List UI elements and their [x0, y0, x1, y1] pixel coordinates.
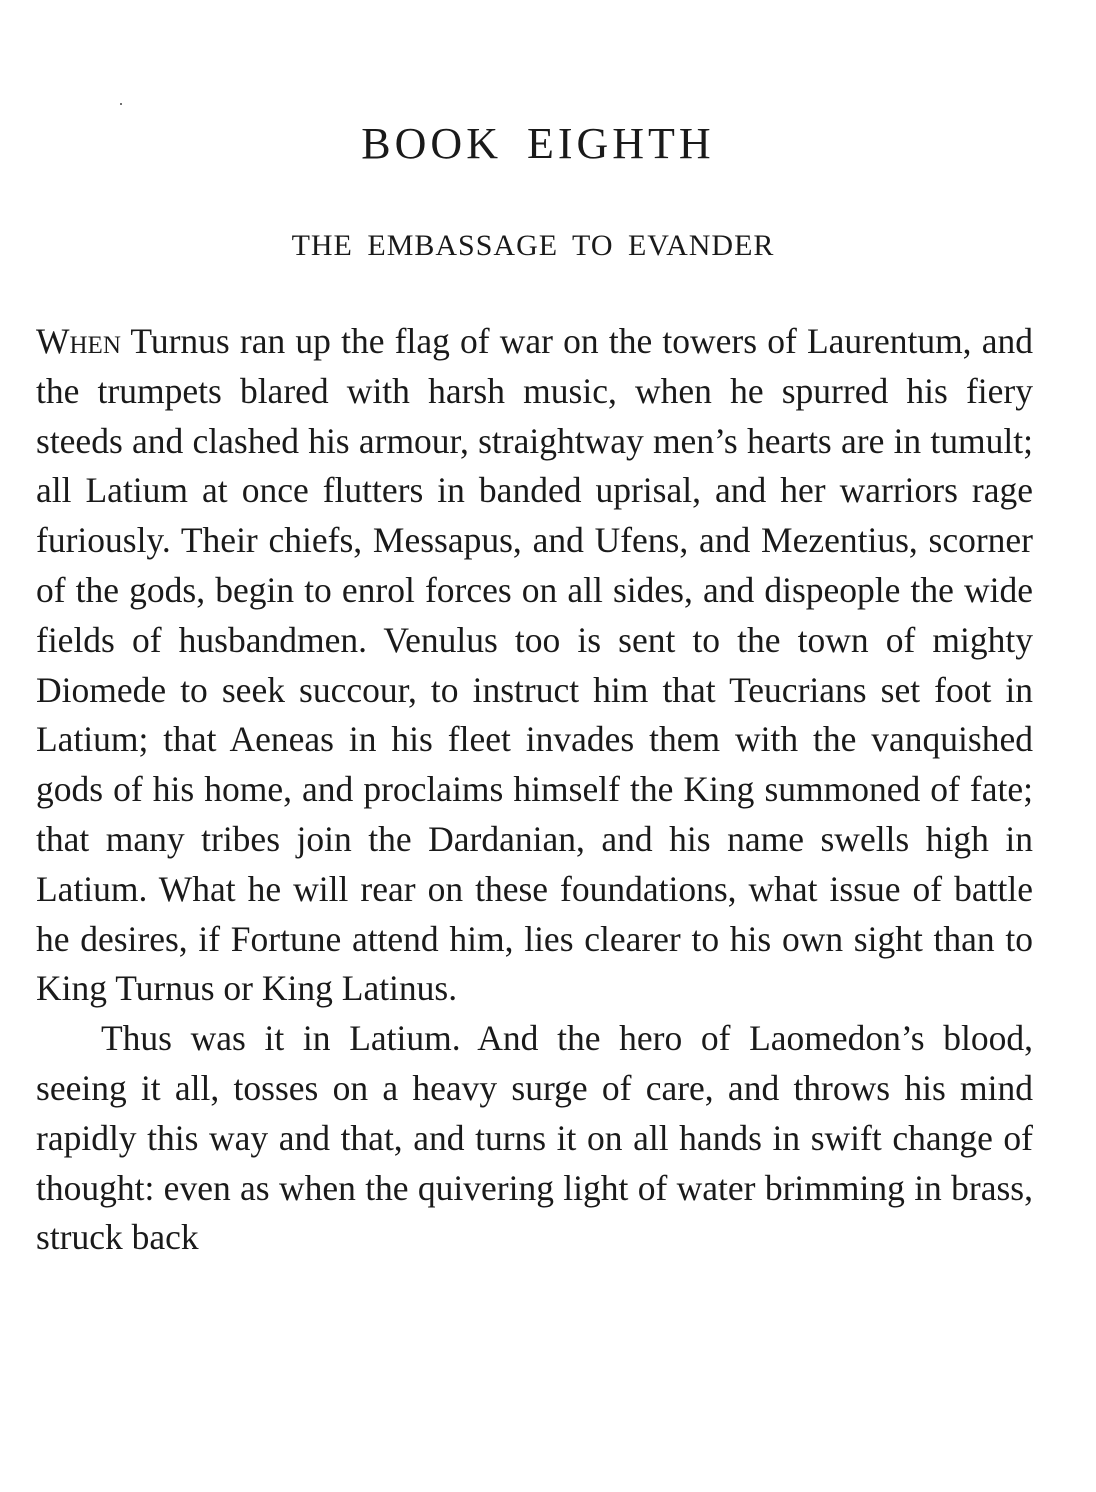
- paragraph-2-text: Thus was it in Latium. And the hero of Laomedon’s blood, seeing it all, tosses on a heavy surge of care, and throws his mind rapidly this way and that, and turns it on all hands in swift change of thought: even as when the quivering light of water brimming in brass, struck back: [36, 1018, 1033, 1258]
- paragraph-1: [36, 317, 1033, 1014]
- paragraph-1-text: Turnus ran up the flag of war on the towers of Laurentum, and the trumpets blared with harsh music, when he spurred his fiery steeds and clashed his armour, straightway men’s hearts are in tumult; all Latium at once flutters in banded uprisal, and her warriors rage furiously. Their chiefs, Messapus, and Ufens, and Mezentius, scorner of the gods, begin to enrol forces on all sides, and dispeople the wide fields of husbandmen. Venulus too is sent to the town of mighty Diomede to seek succour, to instruct him that Teucrians set foot in Latium; that Aeneas in his fleet invades them with the vanquished gods of his home, and proclaims himself the King summoned of fate; that many tribes join the Dardanian, and his name swells high in Latium. What he will rear on these foundations, what issue of battle he desires, if Fortune attend him, lies clearer to his own sight than to King Turnus or King Latinus.: [36, 321, 1033, 1009]
- paragraph-2: [36, 1014, 1033, 1263]
- book-title: BOOK EIGHTH: [361, 119, 715, 168]
- chapter-title: THE EMBASSAGE TO EVANDER: [291, 229, 775, 262]
- body-text: [36, 317, 1033, 1263]
- paper-speck: [120, 103, 122, 105]
- paragraph-lead-word: When: [36, 321, 121, 361]
